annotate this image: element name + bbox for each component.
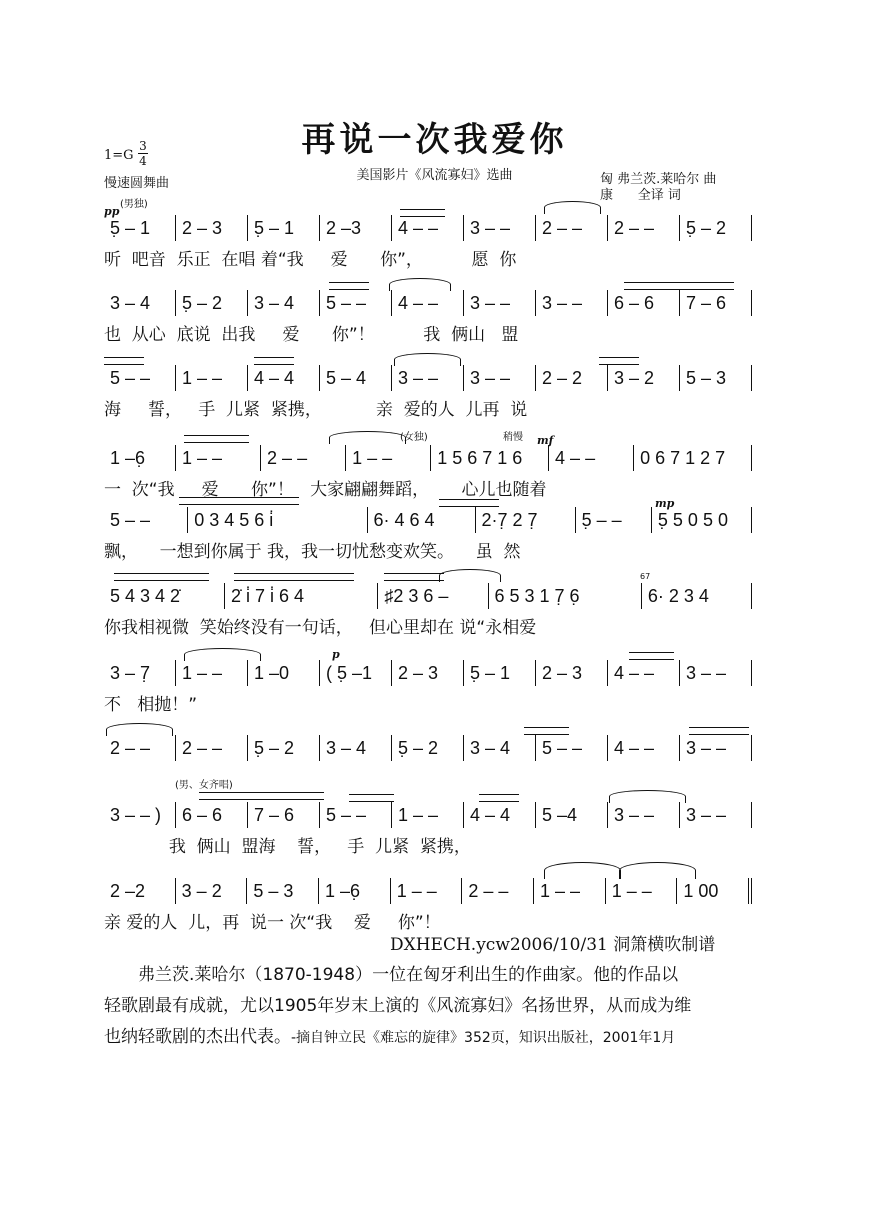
dynamic-p: p [332,648,340,661]
measure: 3 – – [464,290,536,316]
dynamic-mp: mp [655,497,675,510]
lyrics-row: 一 次“我 爱 你”！ 大家翩翩舞蹈， 心儿也随着 [104,480,547,500]
hairpin [254,357,294,365]
hairpin [439,499,499,507]
measure: 5̣ – 1 [248,215,320,241]
measure: 5 –4 [536,802,608,828]
measure: 6· 2 3 4 [642,583,752,609]
score-line-8 [104,735,752,775]
notes-row [104,290,752,316]
hairpin [199,792,324,800]
notes-row [104,878,752,904]
hairpin [329,282,369,290]
measure: 1 5 6 7 1 6 [431,445,549,471]
score-line-3 [104,365,752,425]
crescendo-hairpin [179,497,299,505]
notes-row [104,445,752,471]
measure: 2̇ i̇ 7 i̇ 6 4 [225,583,378,609]
measure: 3 – 4 [104,290,176,316]
measure: 6 5 3 1 7̣ 6̣ [489,583,642,609]
measure: 1 –6̣ [319,878,391,904]
measure: ♯2 3 6 – [378,583,488,609]
measure: 4 – – [549,445,634,471]
time-signature [138,140,148,167]
lyrics-row: 不 相抛！” [104,695,198,715]
measure: 2 – – [176,735,248,761]
crescendo-hairpin [400,209,445,217]
lyrics-row: 飘， 一想到你属于 我，我一切忧愁变欢笑。 虽 然 [104,542,521,562]
slur [544,201,601,214]
measure: 3 – 4 [248,290,320,316]
measure: 2 – 2 [536,365,608,391]
female-solo-label: (女独) [400,432,428,443]
notes-row [104,365,752,391]
transcriber-credit: DXHECH.ycw2006/10/31 洞箫横吹制谱 [390,935,716,955]
measure: 6 – 6 [608,290,680,316]
bio-line-3-text: 也纳轻歌剧的杰出代表。 [104,1027,291,1047]
slur [329,431,406,444]
measure: 5̣ – – [576,507,652,533]
score-line-9 [104,802,752,862]
tie [544,862,621,879]
notes-row [104,660,752,686]
measure: 7 – 6 [680,290,752,316]
score-line-10 [104,878,752,938]
dynamic-mf: mf [537,434,554,447]
measure: 5̣ – 2 [392,735,464,761]
hairpin [234,573,354,581]
measure: 5 – 3 [247,878,319,904]
measure: 5 – – [104,365,176,391]
measure: 1 – – [176,660,248,686]
measure: 3 – 4 [464,735,536,761]
hairpin [479,794,519,802]
score-line-1 [104,215,752,275]
measure: 6 – 6 [176,802,248,828]
credits [600,172,716,204]
notes-row [104,507,752,533]
slur [389,278,451,291]
measure: 2 –3 [320,215,392,241]
measure: 2 – – [462,878,534,904]
notes-row [104,735,752,761]
crescendo-hairpin [689,727,749,735]
measure: 1 – – [176,445,261,471]
lyrics-row: 你我相视微 笑始终没有一句话， 但心里却在 说“永相爱 [104,618,537,638]
crescendo-hairpin [629,652,674,660]
measure: 5 4 3 4 2̇ [104,583,225,609]
page-title: 再说一次我爱你 [301,120,568,160]
measure: 5̣ – 1 [104,215,176,241]
male-solo-label: (男独) [120,199,148,210]
measure: 2 – 3 [536,660,608,686]
crescendo-hairpin [184,435,249,443]
measure: 1 – – [534,878,606,904]
duet-label: (男、女齐唱) [175,780,233,791]
lyricist-credit: 康 全译 词 [600,188,681,203]
slur [439,569,501,582]
composer-bio [104,960,754,1054]
measure: 7 – 6 [248,802,320,828]
slur [106,723,173,736]
measure: 2 – – [104,735,176,761]
measure: 3 – 2 [176,878,248,904]
measure: 5̣ – 2 [680,215,752,241]
lyrics-row: 海 誓， 手 儿紧 紧携， 亲 爱的人 儿再 说 [104,400,528,420]
measure: 5̣ 5 0 5 0 [652,507,752,533]
tie [619,862,696,879]
measure: 4 – – [608,735,680,761]
notes-row [104,583,752,609]
measure: 5 – 4 [320,365,392,391]
measure: 3 – 2 [608,365,680,391]
lyrics-row: 亲 爱的人 儿，再 说一 次“我 爱 你”！ [104,913,441,933]
score-line-7 [104,660,752,720]
measure: 2 – – [608,215,680,241]
score-line-4 [104,445,752,505]
measure: 1 – – [392,802,464,828]
final-measure: 1 00 [677,878,752,904]
measure: 5 – – [104,507,188,533]
measure: 3 – – [680,802,752,828]
measure: 5 – – [320,802,392,828]
bio-line-1: 弗兰茨.莱哈尔（1870-1948）一位在匈牙利出生的作曲家。他的作品以 [138,965,679,985]
measure: 3 – – [464,215,536,241]
measure: 4 – – [392,215,464,241]
measure: 0 6 7 1 2 7 [634,445,752,471]
hairpin [599,357,639,365]
tempo-slower: 稍慢 [503,432,523,443]
measure: 3 – – [680,735,752,761]
subtitle: 美国影片《风流寡妇》选曲 [356,168,513,183]
score-line-6 [104,583,752,643]
measure: 2 – 3 [392,660,464,686]
notes-row [104,802,752,828]
measure: 5̣ – 1 [464,660,536,686]
measure: 5̣ – 2 [176,290,248,316]
tempo-marking: 慢速圆舞曲 [104,176,170,191]
measure: 1 – – [346,445,431,471]
crescendo-hairpin [524,727,569,735]
measure: 3 – 4 [320,735,392,761]
meter-top: 3 [139,139,147,153]
measure: 4 – – [392,290,464,316]
dynamic-pp: pp [104,205,120,218]
score-line-2 [104,290,752,350]
lyrics-row: 也 从心 底说 出我 爱 你”！ 我 俩山 盟 [104,325,519,345]
hairpin [114,573,209,581]
measure: 6· 4 6 4 [368,507,476,533]
measure: 5̣ – 2 [248,735,320,761]
measure: 1 – – [606,878,678,904]
measure: 0 3 4 5 6 i̇ [188,507,367,533]
measure: 5 – – [536,735,608,761]
key-signature: 1=G [104,148,134,163]
measure: 3 – – [680,660,752,686]
slur [609,790,686,803]
measure: 5 – 3 [680,365,752,391]
measure: 2·7̣ 2 7̣ [476,507,576,533]
hairpin [349,794,394,802]
measure: ( 5̣ –1 [320,660,392,686]
measure: 1 – – [176,365,248,391]
lyrics-row: 我 俩山 盟海 誓， 手 儿紧 紧携， [104,837,471,857]
measure: 2 – – [536,215,608,241]
lyrics-row: 听 吧音 乐正 在唱 着“我 爱 你”， 愿 你 [104,250,517,270]
measure: 3 – – [608,802,680,828]
composer-credit: 匈 弗兰茨.莱哈尔 曲 [600,172,717,187]
measure: 4 – 4 [248,365,320,391]
measure: 1 –6̣ [104,445,176,471]
measure: 3 – – [464,365,536,391]
bio-line-2: 轻歌剧最有成就，尤以1905年岁末上演的《风流寡妇》名扬世界，从而成为维 [104,996,692,1016]
meter-bottom: 4 [139,154,147,168]
bio-line-3 [104,1022,754,1054]
grace-notes: 67 [640,572,651,581]
measure: 1 –0 [248,660,320,686]
citation: -摘自钟立民《难忘的旋律》352页，知识出版社，2001年1月 [291,1030,676,1046]
hairpin [384,573,444,581]
measure: 5 – – [320,290,392,316]
measure: 3 – 7̣ [104,660,176,686]
slur [394,353,461,366]
measure: 2 – 3 [176,215,248,241]
measure: 3 – – [536,290,608,316]
crescendo-hairpin [624,282,734,290]
slur [184,648,261,661]
measure: 3 – – [392,365,464,391]
measure: 3 – – ) [104,802,176,828]
measure: 4 – – [608,660,680,686]
measure: 2 – – [261,445,346,471]
measure: 4 – 4 [464,802,536,828]
measure: 1 – – [391,878,463,904]
notes-row [104,215,752,241]
score-line-5 [104,507,752,567]
hairpin [104,357,144,365]
measure: 2 –2 [104,878,176,904]
